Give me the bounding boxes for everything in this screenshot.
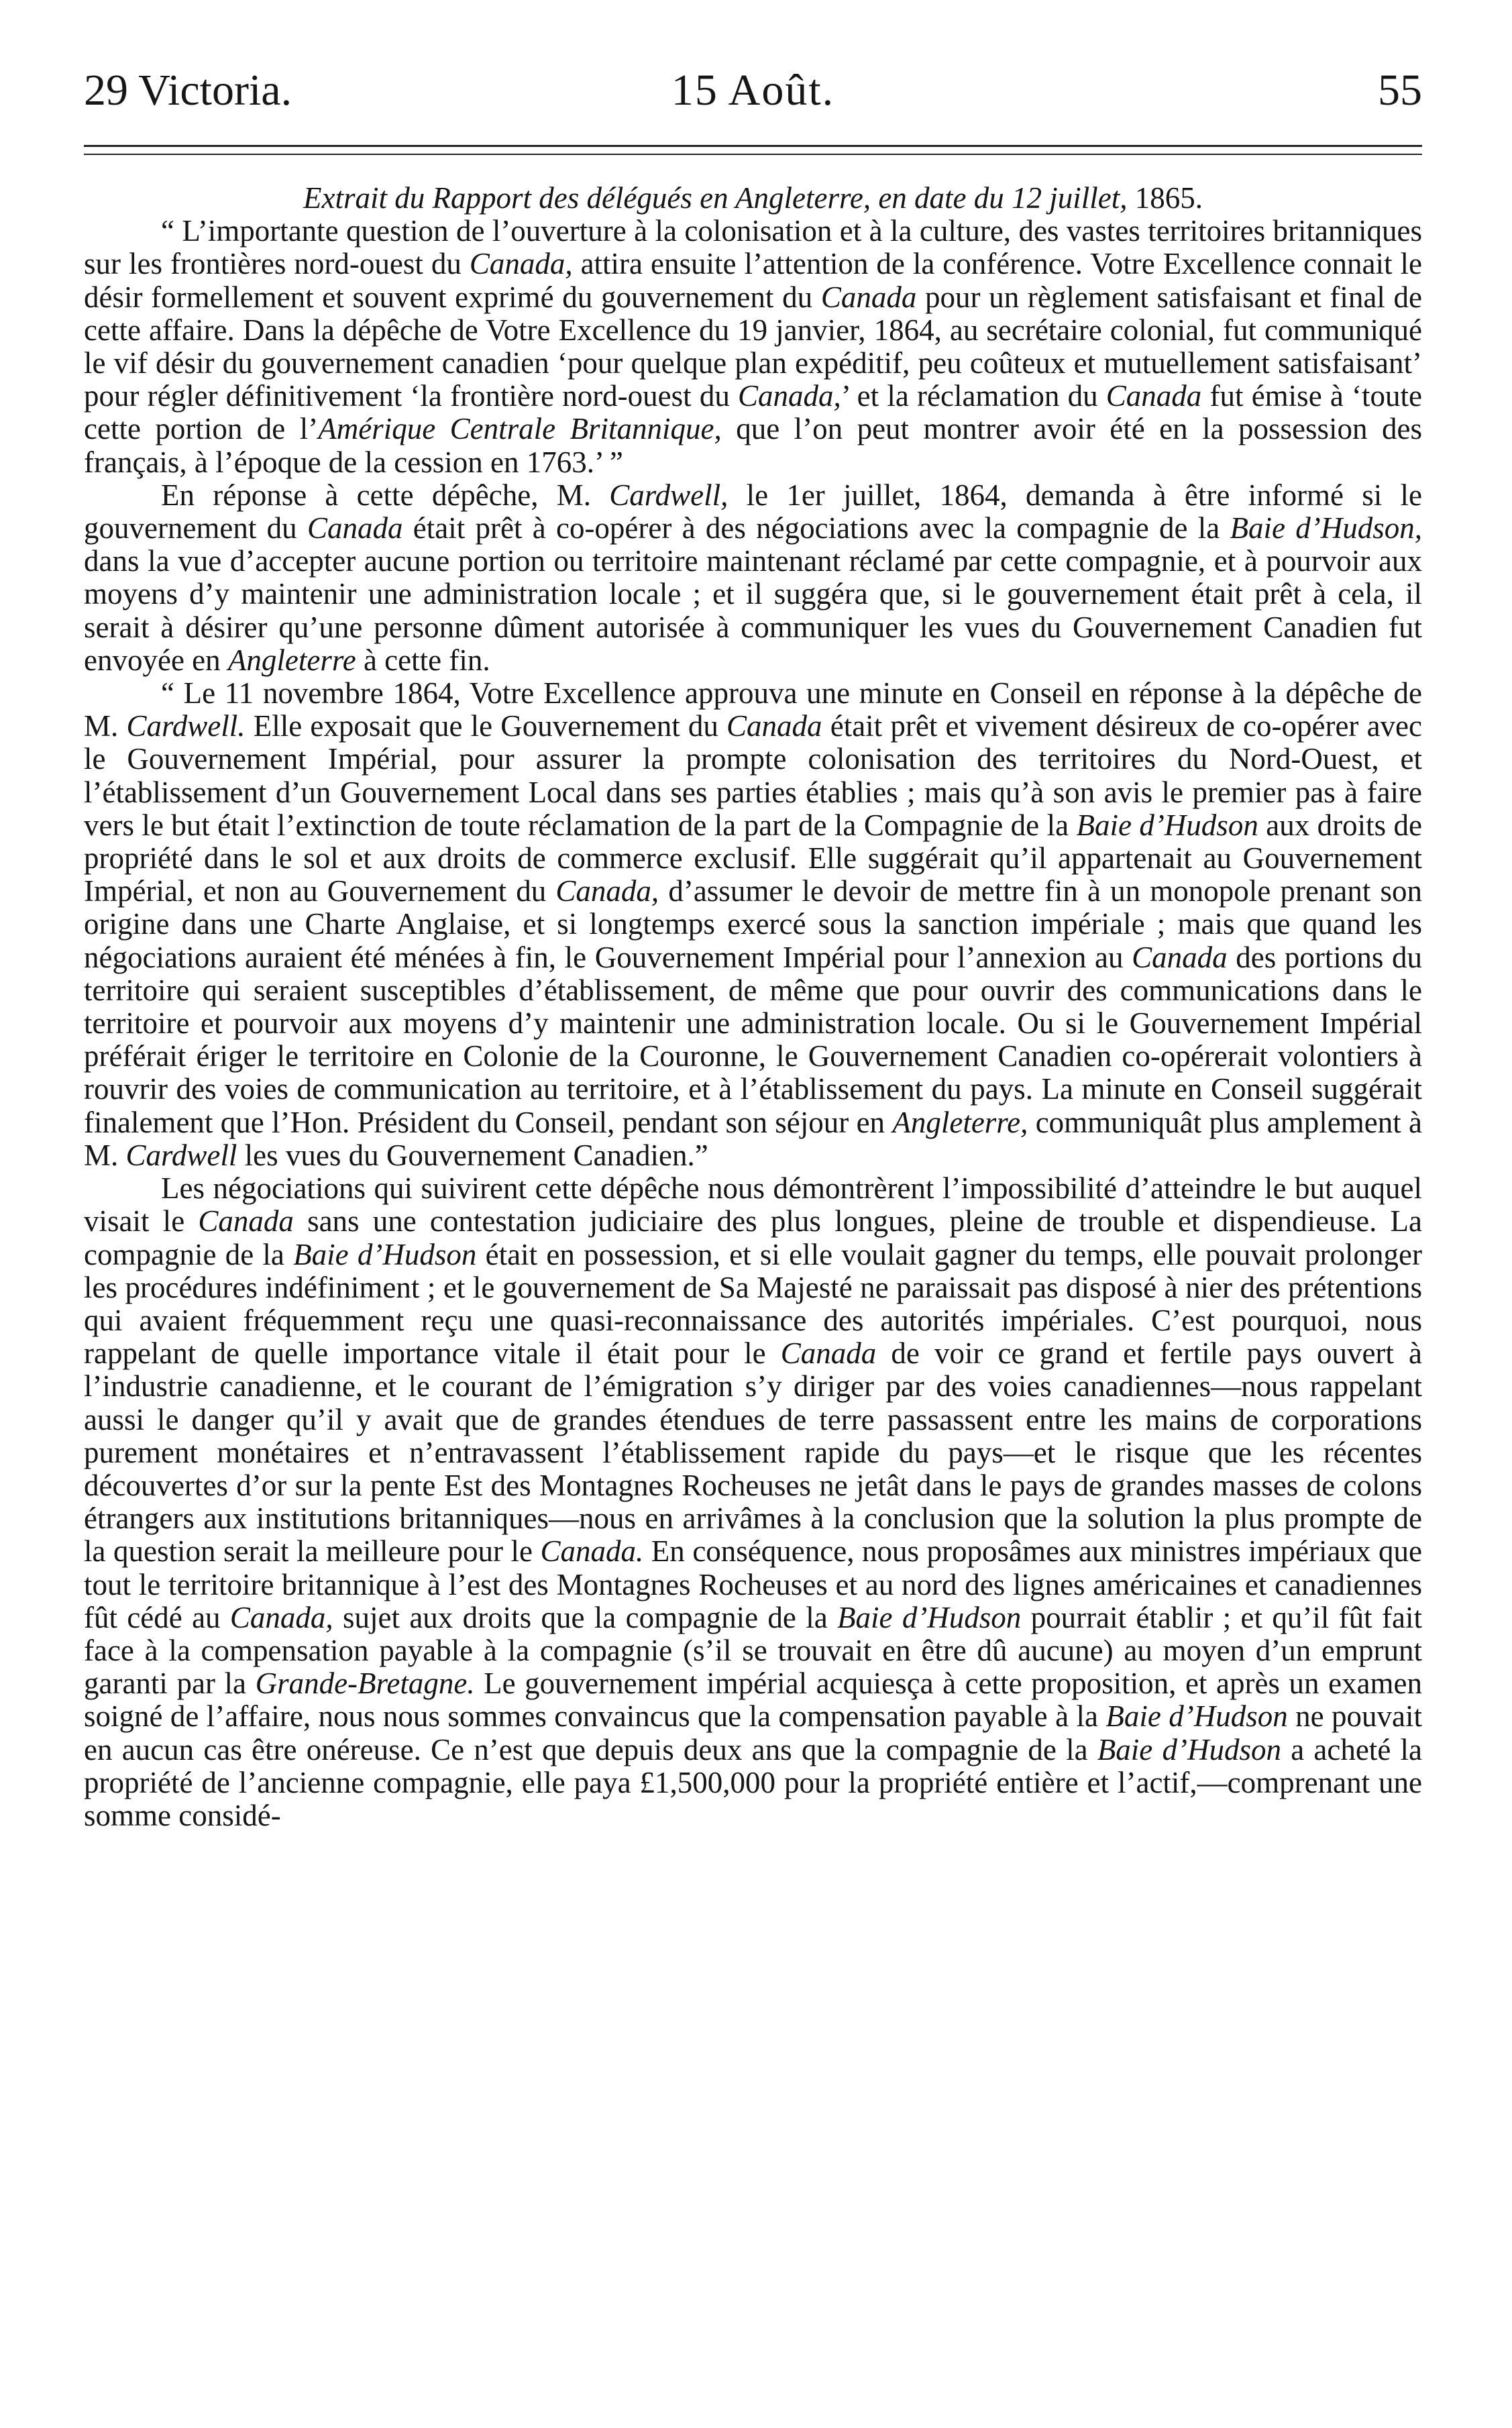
running-header: [84, 54, 1422, 127]
italic-text-run: Baie d’Hudson: [293, 1237, 477, 1271]
text-run: aux droits de propriété dans le sol et aux droits de commerce exclusif. Elle suggérait qu’il appartenait au Gouvernement Impérial, et non au Gouvernement du: [84, 808, 1422, 908]
text-run: ne pouvait en aucun cas être onéreuse. Ce n’est que depuis deux ans que la compagnie de la: [84, 1699, 1422, 1766]
text-run: fut émise à ‘toute cette portion de l’: [84, 379, 1422, 446]
italic-text-run: Canada: [307, 511, 403, 545]
extract-heading-italic: Extrait du Rapport des délégués en Angleterre, en date du 12 juillet,: [303, 181, 1128, 215]
paragraph-4: [84, 1172, 1422, 1832]
italic-text-run: Baie d’Hudson: [837, 1600, 1022, 1634]
document-body: [84, 182, 1422, 1832]
text-run: que l’on peut montrer avoir été en la possession des français, à l’époque de la cession en 1763.’ ”: [84, 412, 1422, 479]
italic-text-run: Amérique Centrale Britannique,: [318, 412, 722, 446]
italic-text-run: Canada: [1105, 379, 1202, 413]
italic-text-run: Canada: [726, 709, 822, 743]
text-run: le 1er juillet, 1864, demanda à être informé si le gouvernement du: [84, 478, 1423, 545]
text-run: pourrait établir ; et qu’il fût fait face à la compensation payable à la compagnie (s’il se trouvait en être dû aucune) au moyen d’un emprunt garanti par la: [84, 1600, 1422, 1701]
text-run: “ L’importante question de l’ouverture à la colonisation et à la culture, des vastes territoires britanniques sur les frontières nord-ouest du: [84, 214, 1422, 281]
italic-text-run: Baie d’Hudson: [1097, 1732, 1281, 1766]
italic-text-run: Cardwell,: [609, 478, 728, 512]
text-run: dans la vue d’accepter aucune portion ou territoire maintenant réclamé par cette compagnie, et à pourvoir aux moyens d’y maintenir une administration locale ; et il suggéra que, si le gouvernement était prêt à cela, il serait à désirer qu’une personne dûment autorisée à communiquer les vues du Gouvernement Canadien fut envoyée en: [84, 544, 1422, 677]
header-date: 15 Août.: [671, 66, 835, 115]
italic-text-run: Baie d’Hudson: [1076, 808, 1258, 842]
text-run: En conséquence, nous proposâmes aux ministres impériaux que tout le territoire britannique à l’est des Montagnes Rocheuses et au nord des lignes américaines et canadiennes fût cédé au: [84, 1534, 1422, 1634]
paragraph-2: [84, 479, 1422, 677]
text-run: était prêt à co-opérer à des négociations avec la compagnie de la: [402, 511, 1230, 545]
text-run: était en possession, et si elle voulait gagner du temps, elle pouvait prolonger les procédures indéfiniment ; et le gouvernement de Sa Majesté ne paraissait pas disposé à nier des prétentions qui avaient fréquemment reçu une quasi-reconnaissance des autorités impériales. C’est pourquoi, nous rappelant de quelle importance vitale il était pour le: [84, 1237, 1423, 1371]
text-run: sans une contestation judiciaire des plus longues, pleine de trouble et dispendieuse. La compagnie de la: [84, 1204, 1422, 1271]
text-run: pour un règlement satisfaisant et final de cette affaire. Dans la dépêche de Votre Excellence du 19 janvier, 1864, au secrétaire colonial, fut communiqué le vif désir du gouvernement canadien ‘pour quelque plan expéditif, peu coûteux et mutuellement satisfaisant’ pour régler définitivement ‘la frontière nord-ouest du: [84, 280, 1423, 413]
italic-text-run: Canada,: [555, 874, 659, 908]
italic-text-run: Grande-Bretagne.: [255, 1667, 475, 1701]
italic-text-run: Cardwell.: [126, 709, 246, 743]
text-run: Le gouvernement impérial acquiesça à cette proposition, et après un examen soigné de l’affaire, nous nous sommes convaincus que la compensation payable à la: [84, 1667, 1423, 1734]
italic-text-run: Canada,: [229, 1600, 333, 1634]
italic-text-run: Baie d’Hudson,: [1230, 511, 1422, 545]
header-regnal-year: 29 Victoria.: [84, 66, 292, 115]
paragraph-3: [84, 677, 1422, 1172]
italic-text-run: Angleterre: [227, 643, 356, 677]
page-number: 55: [1378, 66, 1422, 115]
extract-heading-year: 1865.: [1127, 181, 1203, 215]
text-run: des portions du territoire qui seraient susceptibles d’établissement, de même que pour ouvrir des communications dans le territoire et pourvoir aux moyens d’y maintenir une administration locale. Ou si le Gouvernement Impérial préférait ériger le territoire en Colonie de la Couronne, le Gouvernement Canadien co-opérerait volontiers à rouvrir des voies de communication au territoire, et à l’établissement du pays. La minute en Conseil suggérait finalement que l’Hon. Président du Conseil, pendant son séjour en: [84, 940, 1422, 1139]
text-run: d’assumer le devoir de mettre fin à un monopole prenant son origine dans une Charte Anglaise, et si longtemps exercé sous la sanction impériale ; mais que quand les négociations auraient été ménées à fin, le Gouvernement Impérial pour l’annexion au: [84, 874, 1422, 974]
header-rule: [84, 145, 1422, 155]
paragraph-1: [84, 215, 1422, 479]
text-run: était prêt et vivement désireux de co-opérer avec le Gouvernement Impérial, pour assurer la prompte colonisation des territoires du Nord-Ouest, et l’établissement d’un Gouvernement Local dans ses parties établies ; mais qu’à son avis le premier pas à faire vers le but était l’extinction de toute réclamation de la part de la Compagnie de la: [84, 709, 1422, 842]
text-run: attira ensuite l’attention de la conférence. Votre Excellence connait le désir formellement et souvent exprimé du gouvernement du: [84, 247, 1422, 314]
document-page: [84, 54, 1422, 1832]
italic-text-run: Canada: [198, 1204, 294, 1238]
italic-text-run: Angleterre,: [892, 1105, 1028, 1139]
text-run: de voir ce grand et fertile pays ouvert à l’industrie canadienne, et le courant de l’émigration s’y diriger par des voies canadiennes—nous rappelant aussi le danger qu’il y avait que de grandes étendues de terre passassent entre les mains de corporations purement monétaires et n’entravassent l’établissement rapide du pays—et le risque que les récentes découvertes d’or sur la pente Est des Montagnes Rocheuses ne jetât dans le pays de grandes masses de colons étrangers aux institutions britanniques—nous en arrivâmes à la conclusion que la solution la plus prompte de la question serait la meilleure pour le: [84, 1336, 1423, 1569]
italic-text-run: Canada: [780, 1336, 877, 1371]
text-run: “ Le 11 novembre 1864, Votre Excellence approuva une minute en Conseil en réponse à la dépêche de M.: [84, 676, 1422, 743]
text-run: à cette fin.: [356, 643, 490, 677]
italic-text-run: Canada.: [540, 1534, 644, 1569]
text-run: a acheté la propriété de l’ancienne compagnie, elle paya £1,500,000 pour la propriété entière et l’actif,—comprenant une somme considé-: [84, 1732, 1422, 1832]
italic-text-run: Canada,: [469, 247, 573, 281]
italic-text-run: Canada,: [738, 379, 841, 413]
text-run: Elle exposait que le Gouvernement du: [245, 709, 727, 743]
italic-text-run: Canada: [1132, 940, 1228, 974]
text-run: Les négociations qui suivirent cette dépêche nous démontrèrent l’impossibilité d’atteindre le but auquel visait le: [84, 1171, 1422, 1238]
text-run: ’ et la réclamation du: [841, 379, 1106, 413]
italic-text-run: Baie d’Hudson: [1105, 1699, 1288, 1734]
italic-text-run: Canada: [820, 280, 917, 314]
text-run: En réponse à cette dépêche, M.: [161, 478, 610, 512]
text-run: sujet aux droits que la compagnie de la: [333, 1600, 838, 1634]
text-run: communiquât plus amplement à M.: [84, 1105, 1423, 1172]
italic-text-run: Cardwell: [125, 1138, 237, 1172]
extract-heading: [84, 182, 1422, 215]
text-run: les vues du Gouvernement Canadien.”: [237, 1138, 708, 1172]
